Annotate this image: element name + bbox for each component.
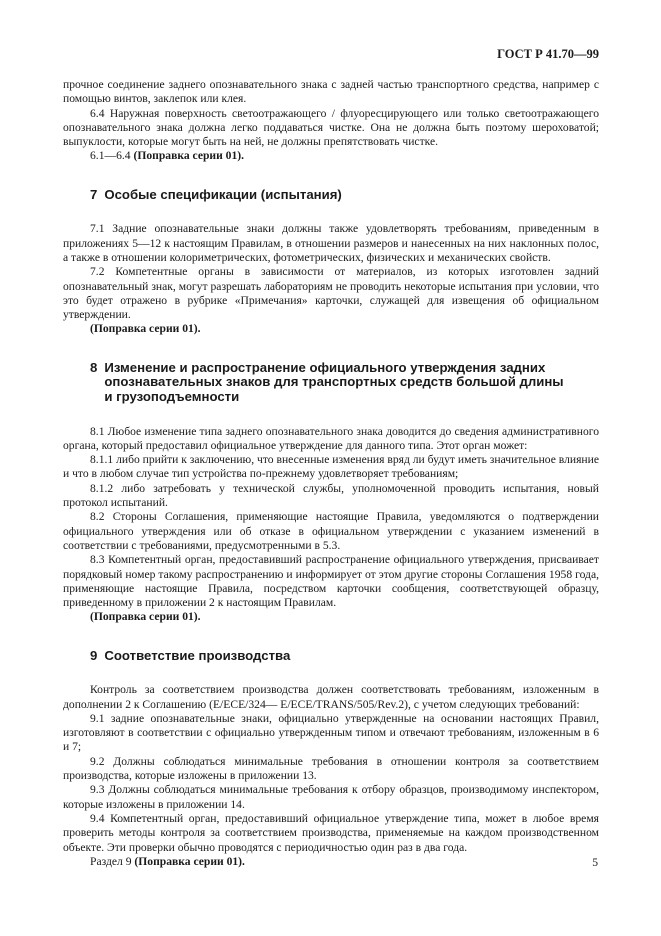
paragraph: 8.2 Стороны Соглашения, применяющие настоящие Правила, уведомляются о подтверждении официального утверждения или об отказе в официальном утверждении с указанием изменений в соответствии с требованиями, предусмотренными в 5.3. <box>63 510 599 552</box>
paragraph: 8.1.2 либо затребовать у технической службы, уполномоченной проводить испытания, новый протокол испытаний. <box>63 481 599 510</box>
paragraph: 6.4 Наружная поверхность светоотражающего / флуоресцирующего или только светоотражающего опознавательного знака должна легко поддаваться чистке. Она не должна быть поэтому шероховатой; выпуклости, которые могут быть на ней, не должны препятствовать чистке. <box>63 106 599 149</box>
section-title: Особые спецификации (испытания) <box>104 186 342 202</box>
paragraph: 9.2 Должны соблюдаться минимальные требования в отношении контроля за соответствием производства, которые изложены в приложении 13. <box>63 754 599 783</box>
paragraph: 7.1 Задние опознавательные знаки должны также удовлетворять требованиям, приведенным в приложениях 5—12 к настоящим Правилам, в отношении размеров и нанесенных на них наклонных полос, а также в отношении колориметрических, фотометрических, физических и механических свойств. <box>63 222 599 264</box>
section-number: 9 <box>90 647 98 663</box>
document-id: ГОСТ Р 41.70—99 <box>497 47 599 61</box>
paragraph: 8.1 Любое изменение типа заднего опознавательного знака доводится до сведения административного органа, который предоставил официальное утверждение для данного типа. Этот орган может: <box>63 424 599 452</box>
section-title: Соответствие производства <box>104 647 291 663</box>
page-number: 5 <box>592 856 598 869</box>
section-title: Изменение и распространение официального утверждения задних опознавательных знаков для транспортных средств большой длины и грузоподъемности <box>104 359 564 404</box>
paragraph: 8.1.1 либо прийти к заключению, что внесенные изменения вряд ли будут иметь значительное влияние и что в любом случае тип устройства по-прежнему удовлетворяет требованиям; <box>63 453 599 481</box>
amendment-note: 6.1—6.4 (Поправка серии 01). <box>90 149 245 163</box>
section-heading <box>90 361 599 405</box>
amendment-note: (Поправка серии 01). <box>90 322 201 336</box>
paragraph: Контроль за соответствием производства должен соответствовать требованиям, изложенным в дополнении 2 к Соглашению (E/ECE/324— E/ECE/TRANS/505/Rev.2), с учетом следующих требований: <box>63 683 599 711</box>
section-heading <box>90 188 599 203</box>
paragraph: прочное соединение заднего опознавательного знака с задней частью транспортного средства, например с помощью винтов, заклепок или клея. <box>63 78 599 106</box>
paragraph: 9.1 задние опознавательные знаки, официально утвержденные на основании настоящих Правил, изготовляют в соответствии с официально утвержденным типом и отвечают требованиям, изложенным в 6 и 7; <box>63 711 599 754</box>
paragraph: 7.2 Компетентные органы в зависимости от материалов, из которых изготовлен задний опознавательный знак, могут разрешать лабораториям не проводить некоторые испытания при условии, что это будет отражено в рубрике «Примечания» карточки, служащей для извещения об официальном утверждении. <box>63 265 599 322</box>
paragraph: 9.3 Должны соблюдаться минимальные требования к отбору образцов, производимому инспектором, которые изложены в приложении 14. <box>63 783 599 811</box>
paragraph: 8.3 Компетентный орган, предоставивший распространение официального утверждения, присваивает порядковый номер такому распространению и информирует от этом другие стороны Соглашения 1958 года, применяющие настоящие Правила, посредством карточки сообщения, соответствующей образцу, приведенному в приложении 2 к настоящим Правилам. <box>63 553 599 610</box>
section-number: 7 <box>90 186 98 202</box>
paragraph: 9.4 Компетентный орган, предоставивший официальное утверждение типа, может в любое время проверить методы контроля за соответствием производства, применяемые на каждом производственном объекте. Эти проверки обычно проводятся с периодичностью один раз в два года. <box>63 811 599 854</box>
section-number: 8 <box>90 359 98 375</box>
amendment-note: Раздел 9 (Поправка серии 01). <box>90 854 245 868</box>
page-content <box>63 78 599 869</box>
amendment-note: (Поправка серии 01). <box>90 610 201 624</box>
section-heading <box>90 649 599 664</box>
